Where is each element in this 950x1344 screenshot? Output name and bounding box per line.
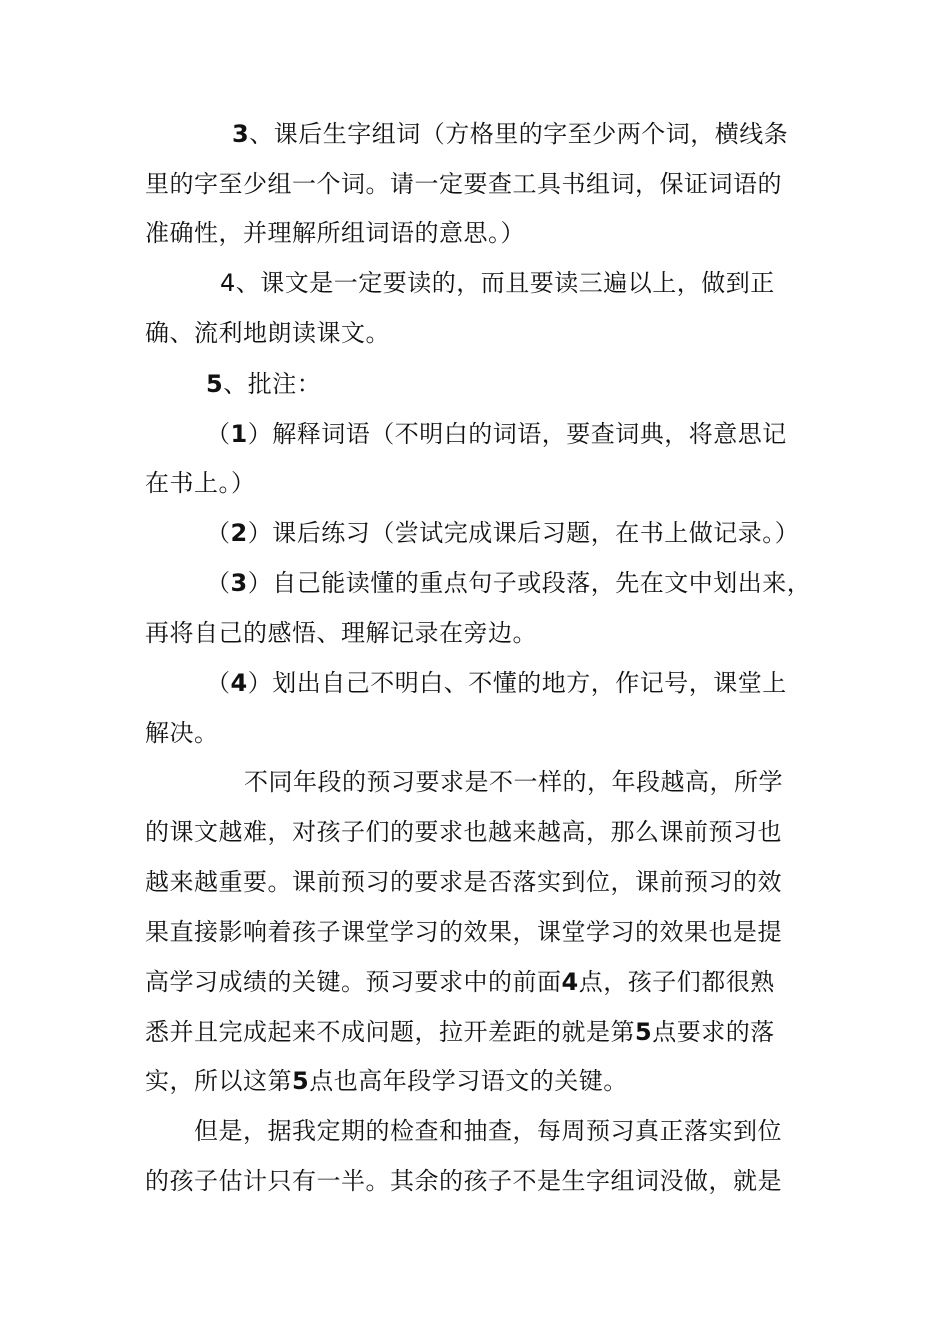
line-number: 5 (292, 1067, 310, 1095)
text-line (145, 317, 390, 349)
text-line (206, 368, 321, 400)
line-text: 但是，据我定期的检查和抽查，每周预习真正落实到位 (194, 1117, 782, 1145)
text-line (232, 118, 788, 150)
text-line (145, 217, 525, 249)
line-prefix: （ (206, 669, 231, 697)
text-line (206, 517, 799, 549)
line-text: ）解释词语（不明白的词语，要查词典，将意思记 (247, 420, 787, 448)
line-number: 3 (232, 120, 250, 148)
line-prefix: 实，所以这第 (145, 1067, 292, 1095)
text-line (206, 418, 787, 450)
line-text: 里的字至少组一个词。请一定要查工具书组词，保证词语的 (145, 170, 782, 198)
text-line (145, 966, 775, 998)
text-line (206, 667, 787, 699)
line-text: 点，孩子们都很熟 (578, 968, 775, 996)
line-text: ）自己能读懂的重点句子或段落，先在文中划出来， (247, 569, 812, 597)
line-prefix: （ (206, 519, 231, 547)
text-line (145, 1165, 782, 1197)
line-text: 4、课文是一定要读的，而且要读三遍以上，做到正 (220, 269, 775, 297)
line-text: 点也高年段学习语文的关键。 (309, 1067, 628, 1095)
text-line (244, 766, 783, 798)
line-text: 不同年段的预习要求是不一样的，年段越高，所学 (244, 768, 783, 796)
line-number: 2 (230, 519, 248, 547)
line-text: 解决。 (145, 719, 219, 747)
text-line (145, 168, 782, 200)
line-number: 4 (230, 669, 248, 697)
line-text: 确、流利地朗读课文。 (145, 319, 390, 347)
line-number: 3 (230, 569, 248, 597)
line-text: ）课后练习（尝试完成课后习题，在书上做记录。） (247, 519, 800, 547)
text-line (206, 567, 811, 599)
line-text: 再将自己的感悟、理解记录在旁边。 (145, 619, 537, 647)
text-line (145, 1016, 775, 1048)
text-line (145, 467, 256, 499)
line-text: 、课后生字组词（方格里的字至少两个词，横线条 (249, 120, 789, 148)
line-text: 果直接影响着孩子课堂学习的效果，课堂学习的效果也是提 (145, 918, 782, 946)
line-number: 4 (561, 968, 579, 996)
line-number: 5 (206, 370, 224, 398)
line-text: 点要求的落 (652, 1018, 775, 1046)
line-number: 5 (635, 1018, 653, 1046)
text-line (145, 916, 782, 948)
text-line (145, 717, 219, 749)
text-line (145, 617, 537, 649)
line-text: 的课文越难，对孩子们的要求也越来越高，那么课前预习也 (145, 818, 782, 846)
line-text: 、批注： (223, 370, 322, 398)
text-line (220, 267, 775, 299)
text-line (194, 1115, 782, 1147)
line-number: 1 (230, 420, 248, 448)
line-prefix: 高学习成绩的关键。预习要求中的前面 (145, 968, 562, 996)
text-line (145, 866, 782, 898)
line-prefix: 悉并且完成起来不成问题，拉开差距的就是第 (145, 1018, 635, 1046)
line-text: 在书上。） (145, 469, 256, 497)
text-line (145, 1065, 628, 1097)
text-line (145, 816, 782, 848)
line-text: 准确性，并理解所组词语的意思。） (145, 219, 525, 247)
line-prefix: （ (206, 420, 231, 448)
line-text: 的孩子估计只有一半。其余的孩子不是生字组词没做，就是 (145, 1167, 782, 1195)
line-text: 越来越重要。课前预习的要求是否落实到位，课前预习的效 (145, 868, 782, 896)
line-prefix: （ (206, 569, 231, 597)
line-text: ）划出自己不明白、不懂的地方，作记号，课堂上 (247, 669, 787, 697)
